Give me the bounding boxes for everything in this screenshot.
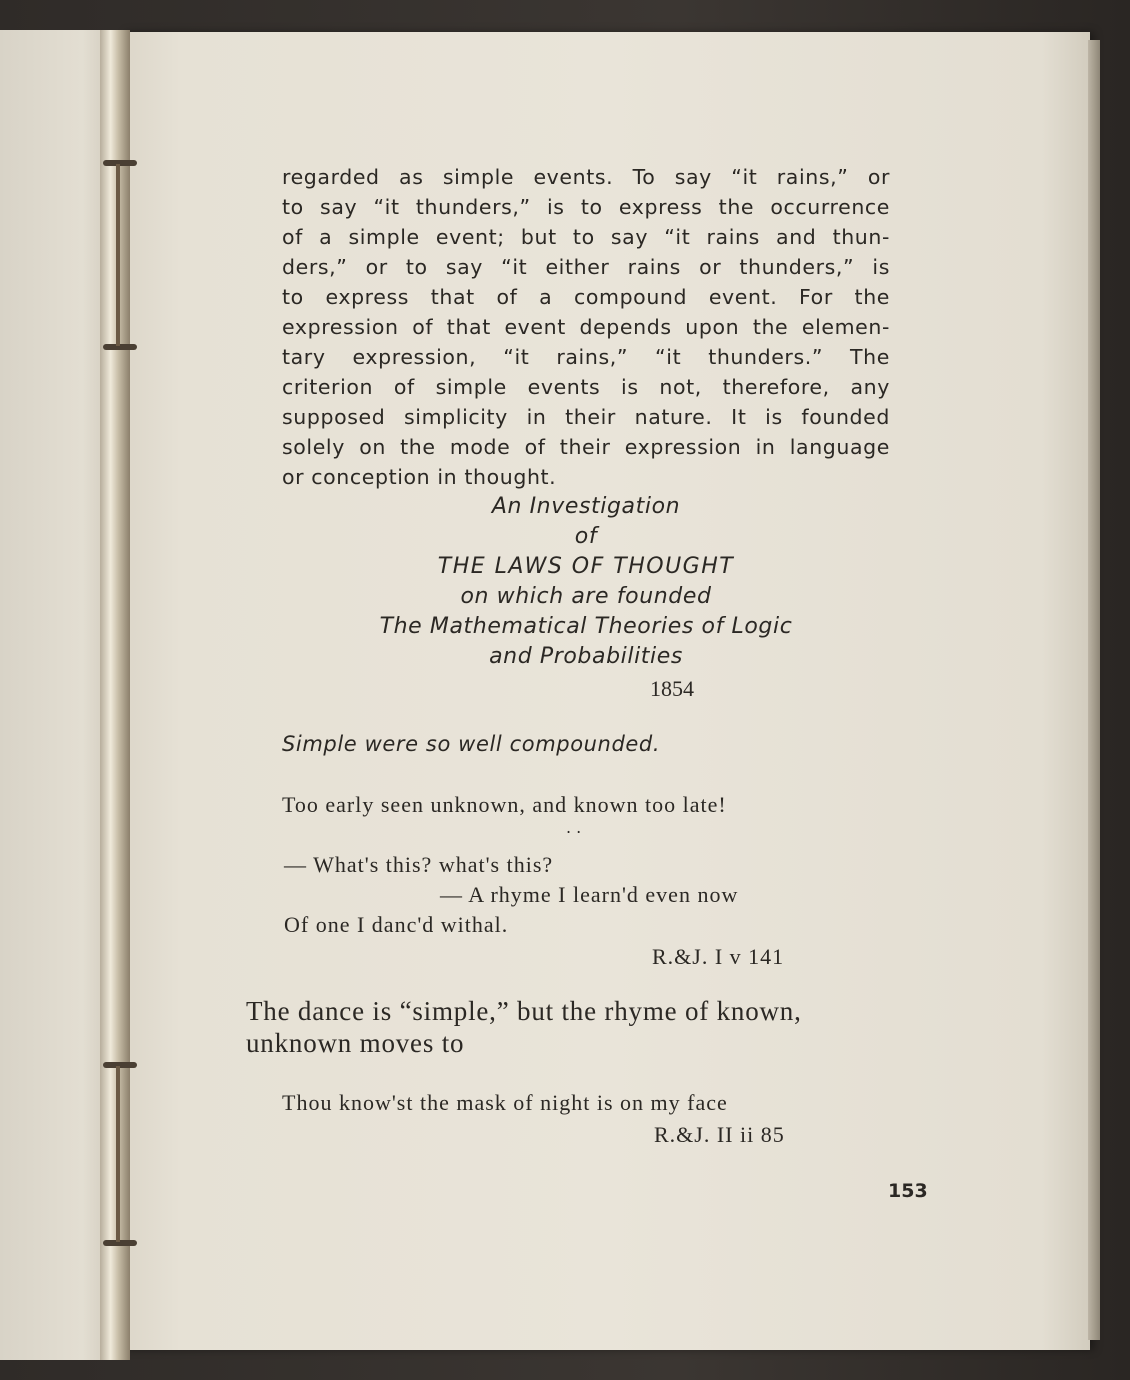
paragraph-line: supposed simplicity in their nature. It is founded (282, 405, 890, 429)
citation-romeo-juliet-2: R.&J. II ii 85 (654, 1122, 785, 1147)
quote-simple: Simple were so well compounded. (282, 732, 661, 756)
paragraph-line: solely on the mode of their expression in language (282, 435, 890, 459)
dialogue-line-1: — What's this? what's this? (284, 852, 554, 877)
binding-stitch (103, 344, 137, 350)
source-title-line: of (574, 524, 598, 549)
source-title (282, 492, 890, 672)
quote-mask-of-night: Thou know'st the mask of night is on my face (282, 1090, 728, 1115)
citation-romeo-juliet-1: R.&J. I v 141 (652, 944, 785, 969)
paragraph-line: criterion of simple events is not, therefore, any (282, 375, 890, 399)
paragraph-line: to express that of a compound event. For the (282, 285, 890, 309)
page-number: 153 (888, 1180, 928, 1202)
boole-paragraph (282, 162, 890, 492)
binding-stitch (103, 160, 137, 166)
source-title-line: on which are founded (460, 584, 712, 609)
paragraph-line: regarded as simple events. To say “it rains,” or (282, 165, 890, 189)
ellipsis: . . (566, 818, 582, 837)
binding-stitch (103, 1062, 137, 1068)
dialogue-line-3: Of one I danc'd withal. (284, 912, 509, 937)
page-fore-edge (1088, 40, 1100, 1340)
dialogue-line-2: — A rhyme I learn'd even now (440, 882, 739, 907)
paragraph-line: or conception in thought. (282, 465, 557, 489)
binding-stitch (103, 1240, 137, 1246)
paragraph-line: to say “it thunders,” is to express the occurrence (282, 195, 890, 219)
source-year: 1854 (650, 676, 694, 701)
quote-too-early: Too early seen unknown, and known too late! (282, 792, 727, 817)
binding-thread (116, 164, 120, 346)
binding-thread (116, 1066, 120, 1242)
paragraph-line: expression of that event depends upon the elemen- (282, 315, 890, 339)
commentary-line-1: The dance is “simple,” but the rhyme of known, (246, 996, 802, 1026)
commentary-line-2: unknown moves to (246, 1028, 465, 1058)
source-title-line: THE LAWS OF THOUGHT (437, 554, 735, 579)
source-title-line: and Probabilities (489, 644, 683, 669)
source-title-line: The Mathematical Theories of Logic (379, 614, 793, 639)
paragraph-line: tary expression, “it rains,” “it thunders.” The (282, 345, 890, 369)
paragraph-line: of a simple event; but to say “it rains and thun- (282, 225, 890, 249)
book-gutter (100, 30, 130, 1360)
paragraph-line: ders,” or to say “it either rains or thunders,” is (282, 255, 890, 279)
source-title-line: An Investigation (491, 494, 681, 519)
